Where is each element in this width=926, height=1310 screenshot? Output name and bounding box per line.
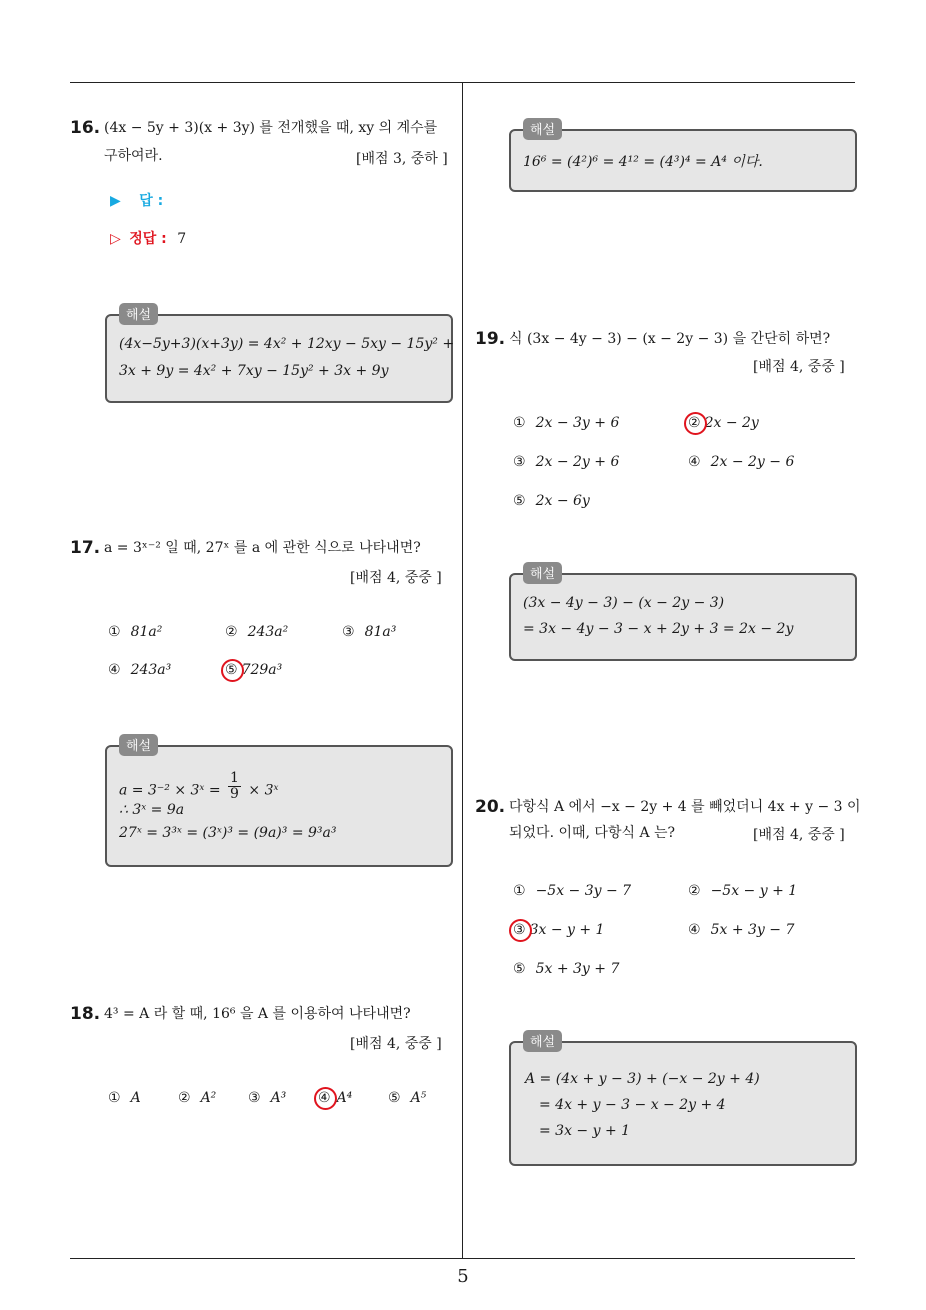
solution-line: A = (4x + y − 3) + (−x − 2y + 4) bbox=[525, 1071, 760, 1087]
choice-4[interactable]: ④ A⁴ bbox=[318, 1090, 353, 1106]
choice-1[interactable]: ① 2x − 3y + 6 bbox=[513, 415, 620, 431]
choice-2[interactable]: ② −5x − y + 1 bbox=[688, 883, 798, 899]
page-number: 5 bbox=[457, 1266, 469, 1287]
choice-4[interactable]: ④ 2x − 2y − 6 bbox=[688, 454, 795, 470]
answer-circle-mark bbox=[221, 659, 244, 682]
question-number: 20. bbox=[475, 797, 506, 817]
choice-5[interactable]: ⑤ A⁵ bbox=[388, 1090, 427, 1106]
correct-answer-row bbox=[110, 228, 186, 248]
correct-answer-label: 정답 : bbox=[129, 231, 167, 247]
choice-1[interactable]: ① −5x − 3y − 7 bbox=[513, 883, 632, 899]
solution-tag: 해설 bbox=[523, 1030, 562, 1052]
score-label: [배점 4, 중중 ] bbox=[350, 1036, 442, 1052]
question-text: 4³ = A 라 할 때, 16⁶ 을 A 를 이용하여 나타내면? bbox=[104, 1006, 411, 1022]
choice-1[interactable]: ① 81a² bbox=[108, 624, 163, 640]
choice-3[interactable]: ③ 3x − y + 1 bbox=[513, 922, 605, 938]
solution-box bbox=[509, 1035, 857, 1166]
question-number: 16. bbox=[70, 118, 101, 138]
question-number: 18. bbox=[70, 1004, 101, 1024]
choice-2[interactable]: ② A² bbox=[178, 1090, 217, 1106]
solution-box bbox=[509, 567, 857, 661]
score-label: [배점 4, 중중 ] bbox=[753, 359, 845, 375]
solution-line: ∴ 3ˣ = 9a bbox=[119, 802, 185, 818]
choice-4[interactable]: ④ 243a³ bbox=[108, 662, 172, 678]
choice-5[interactable]: ⑤ 2x − 6y bbox=[513, 493, 590, 509]
solution-box bbox=[105, 739, 453, 867]
solution-tag: 해설 bbox=[119, 303, 158, 325]
solution-tag: 해설 bbox=[523, 118, 562, 140]
choice-5[interactable]: ⑤ 5x + 3y + 7 bbox=[513, 961, 620, 977]
solution-line: a = 3⁻² × 3ˣ = $\frac{1}{9}$ × 3ˣ bbox=[119, 770, 279, 802]
bottom-rule bbox=[70, 1258, 855, 1259]
solution-line: 16⁶ = (4²)⁶ = 4¹² = (4³)⁴ = A⁴ 이다. bbox=[523, 154, 763, 170]
choice-2[interactable]: ② 243a² bbox=[225, 624, 289, 640]
question-text-2: 구하여라. bbox=[104, 148, 163, 164]
solution-line: 3x + 9y = 4x² + 7xy − 15y² + 3x + 9y bbox=[119, 363, 389, 379]
solution-line: = 3x − y + 1 bbox=[539, 1123, 631, 1139]
answer-circle-mark bbox=[314, 1087, 337, 1110]
solution-box bbox=[509, 123, 857, 192]
answer-label: 답 : bbox=[139, 193, 164, 209]
score-label: [배점 3, 중하 ] bbox=[356, 151, 448, 167]
solution-line: = 3x − 4y − 3 − x + 2y + 3 = 2x − 2y bbox=[523, 621, 794, 637]
question-text: 다항식 A 에서 −x − 2y + 4 를 빼었더니 4x + y − 3 이 bbox=[509, 799, 861, 815]
question-text: 식 (3x − 4y − 3) − (x − 2y − 3) 을 간단히 하면? bbox=[509, 331, 831, 347]
choice-2[interactable]: ② 2x − 2y bbox=[688, 415, 759, 431]
choice-1[interactable]: ① A bbox=[108, 1090, 141, 1106]
question-text: a = 3ˣ⁻² 일 때, 27ˣ 를 a 에 관한 식으로 나타내면? bbox=[104, 540, 421, 556]
question-text: (4x − 5y + 3)(x + 3y) 를 전개했을 때, xy 의 계수를 bbox=[104, 120, 438, 136]
correct-answer-value: 7 bbox=[177, 231, 187, 247]
choice-3[interactable]: ③ A³ bbox=[248, 1090, 287, 1106]
answer-circle-mark bbox=[684, 412, 707, 435]
column-divider bbox=[462, 83, 463, 1258]
answer-row bbox=[110, 190, 163, 210]
solution-box bbox=[105, 308, 455, 403]
solution-line: (4x−5y+3)(x+3y) = 4x² + 12xy − 5xy − 15y² + bbox=[119, 336, 455, 352]
score-label: [배점 4, 중중 ] bbox=[753, 827, 845, 843]
question-number: 19. bbox=[475, 329, 506, 349]
choice-3[interactable]: ③ 2x − 2y + 6 bbox=[513, 454, 620, 470]
solution-line: 27ˣ = 3³ˣ = (3ˣ)³ = (9a)³ = 9³a³ bbox=[119, 825, 337, 841]
fraction: $\frac{1}{9}$ bbox=[230, 770, 239, 802]
choice-3[interactable]: ③ 81a³ bbox=[342, 624, 397, 640]
solution-line: (3x − 4y − 3) − (x − 2y − 3) bbox=[523, 595, 725, 611]
answer-circle-mark bbox=[509, 919, 532, 942]
question-text-2: 되었다. 이때, 다항식 A 는? bbox=[509, 825, 676, 841]
score-label: [배점 4, 중중 ] bbox=[350, 570, 442, 586]
solution-tag: 해설 bbox=[119, 734, 158, 756]
choice-5[interactable]: ⑤ 729a³ bbox=[225, 662, 283, 678]
question-number: 17. bbox=[70, 538, 101, 558]
solution-line: = 4x + y − 3 − x − 2y + 4 bbox=[539, 1097, 726, 1113]
solution-tag: 해설 bbox=[523, 562, 562, 584]
outline-arrow-icon: ▷ bbox=[110, 231, 121, 247]
play-arrow-icon: ▶ bbox=[110, 193, 121, 209]
choice-4[interactable]: ④ 5x + 3y − 7 bbox=[688, 922, 795, 938]
